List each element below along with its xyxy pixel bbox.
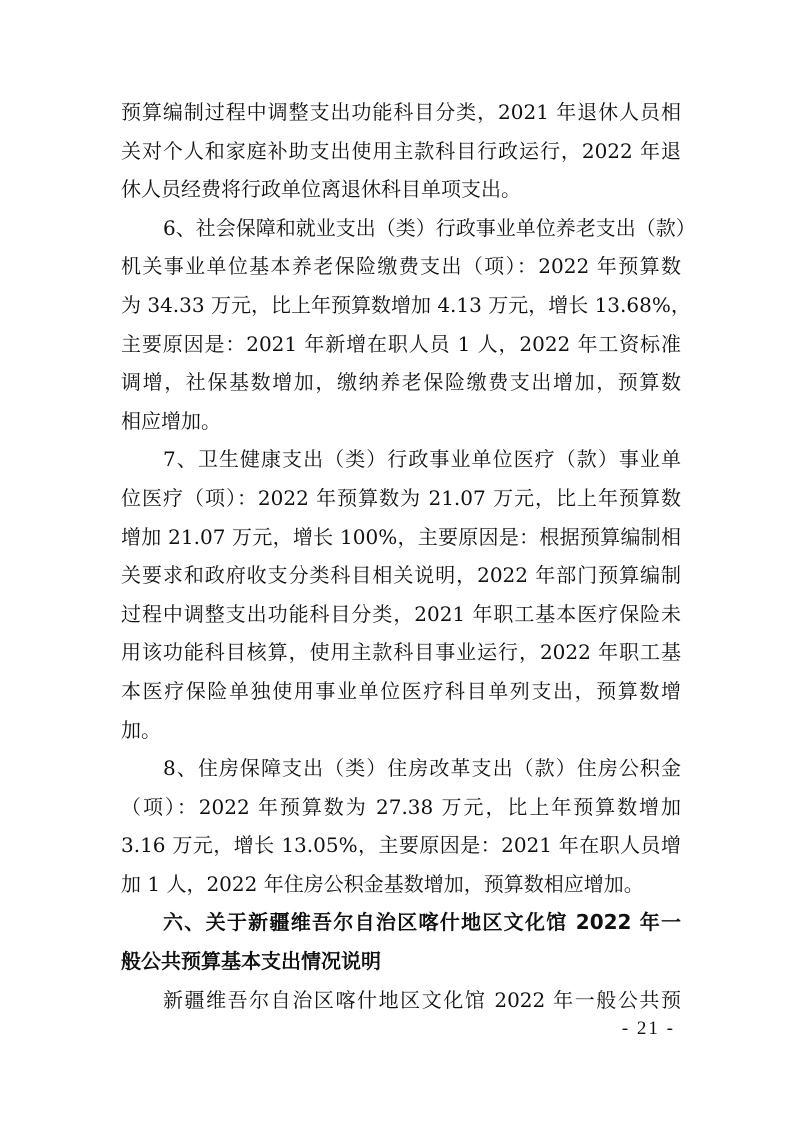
text-line: 8、住房保障支出（类）住房改革支出（款）住房公积金 bbox=[163, 756, 681, 781]
text-line: 加 1 人，2022 年住房公积金基数增加，预算数相应增加。 bbox=[121, 871, 644, 896]
text-line: （项）：2022 年预算数为 27.38 万元，比上年预算数增加 bbox=[121, 794, 681, 819]
text-line: 加。 bbox=[121, 717, 161, 742]
text-line: 用该功能科目核算，使用主款科目事业运行，2022 年职工基 bbox=[121, 640, 681, 665]
text-line: 调增，社保基数增加，缴纳养老保险缴费支出增加，预算数 bbox=[121, 370, 681, 395]
text-line: 本医疗保险单独使用事业单位医疗科目单列支出，预算数增 bbox=[121, 678, 681, 703]
text-line: 过程中调整支出功能科目分类，2021 年职工基本医疗保险未 bbox=[121, 601, 681, 626]
text-line: 增加 21.07 万元，增长 100%，主要原因是：根据预算编制相 bbox=[121, 524, 681, 549]
text-line: 7、卫生健康支出（类）行政事业单位医疗（款）事业单 bbox=[163, 447, 681, 472]
section-heading: 般公共预算基本支出情况说明 bbox=[121, 949, 381, 974]
page-number: - 21 - bbox=[621, 1018, 675, 1039]
section-heading: 六、关于新疆维吾尔自治区喀什地区文化馆 2022 年一 bbox=[163, 910, 681, 935]
text-line: 为 34.33 万元，比上年预算数增加 4.13 万元，增长 13.68%， bbox=[121, 292, 691, 317]
text-line: 机关事业单位基本养老保险缴费支出（项）：2022 年预算数 bbox=[121, 254, 681, 279]
text-line: 关对个人和家庭补助支出使用主款科目行政运行，2022 年退 bbox=[121, 138, 681, 163]
text-line: 休人员经费将行政单位离退休科目单项支出。 bbox=[121, 177, 521, 202]
text-line: 新疆维吾尔自治区喀什地区文化馆 2022 年一般公共预 bbox=[163, 987, 681, 1012]
text-line: 关要求和政府收支分类科目相关说明，2022 年部门预算编制 bbox=[121, 563, 681, 588]
document-body bbox=[121, 93, 696, 1019]
text-line: 位医疗（项）：2022 年预算数为 21.07 万元，比上年预算数 bbox=[121, 485, 681, 510]
text-line: 相应增加。 bbox=[121, 408, 221, 433]
text-line: 3.16 万元，增长 13.05%，主要原因是：2021 年在职人员增 bbox=[121, 833, 681, 858]
text-line: 主要原因是：2021 年新增在职人员 1 人，2022 年工资标准 bbox=[121, 331, 681, 356]
text-line: 6、社会保障和就业支出（类）行政事业单位养老支出（款） bbox=[163, 215, 696, 240]
text-line: 预算编制过程中调整支出功能科目分类，2021 年退休人员相 bbox=[121, 100, 681, 124]
